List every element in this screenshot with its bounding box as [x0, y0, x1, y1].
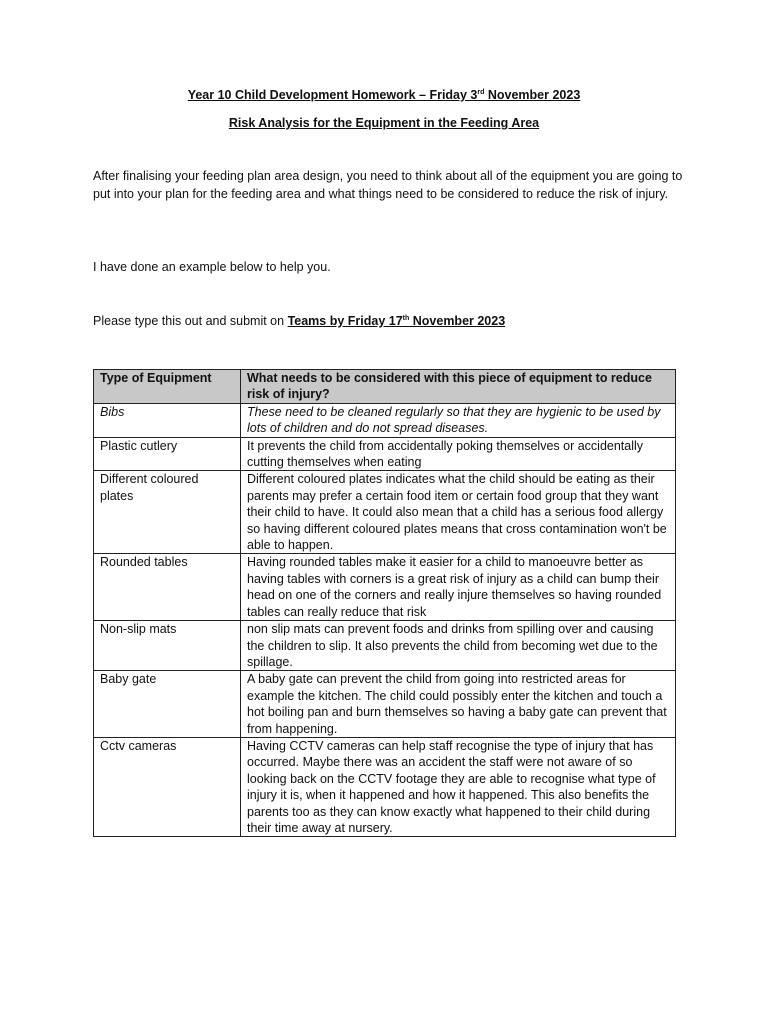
intro-paragraph: After finalising your feeding plan area design, you need to think about all of the equipment you are going to put into your plan for the feeding area and what things need to be considered to reduce the risk of injury. — [93, 169, 683, 201]
equipment-cell: Rounded tables — [94, 554, 241, 621]
table-row — [94, 471, 676, 554]
page-title: Year 10 Child Development Homework – Friday 3rd November 2023 — [187, 88, 581, 102]
equipment-cell: Baby gate — [94, 671, 241, 738]
consideration-cell: These need to be cleaned regularly so that they are hygienic to be used by lots of children and do not spread diseases. — [241, 403, 676, 437]
equipment-cell: Cctv cameras — [94, 737, 241, 836]
submission-instruction: Please type this out and submit on Teams by Friday 17th November 2023 — [93, 314, 506, 328]
consideration-cell: A baby gate can prevent the child from going into restricted areas for example the kitchen. The child could possibly enter the kitchen and touch a hot boiling pan and burn themselves so having a baby gate can prevent that from happening. — [241, 671, 676, 738]
submission-deadline: Teams by Friday 17th November 2023 — [287, 314, 506, 328]
equipment-cell: Different coloured plates — [94, 471, 241, 554]
table-row — [94, 554, 676, 621]
table-header-row — [94, 370, 676, 404]
example-note: I have done an example below to help you. — [93, 260, 331, 274]
column-header-equipment: Type of Equipment — [94, 370, 241, 404]
consideration-cell: It prevents the child from accidentally poking themselves or accidentally cutting themselves when eating — [241, 437, 676, 471]
table-row — [94, 737, 676, 836]
page-subtitle: Risk Analysis for the Equipment in the Feeding Area — [228, 116, 540, 130]
title-superscript: rd — [477, 89, 485, 96]
consideration-cell: non slip mats can prevent foods and drinks from spilling over and causing the children to slip. It also prevents the child from becoming wet due to the spillage. — [241, 621, 676, 671]
column-header-considerations: What needs to be considered with this piece of equipment to reduce risk of injury? — [241, 370, 676, 404]
table-row — [94, 403, 676, 437]
consideration-cell: Different coloured plates indicates what the child should be eating as their parents may prefer a certain food item or certain food group that they want their child to have. It could also mean that a child has a serious food allergy so having different coloured plates means that cross contamination won't be able to happen. — [241, 471, 676, 554]
table-row — [94, 671, 676, 738]
consideration-cell: Having CCTV cameras can help staff recognise the type of injury that has occurred. Maybe there was an accident the staff were not aware of so looking back on the CCTV footage they are able to recognise what type of injury it is, when it happened and how it happened. This also benefits the parents too as they can know exactly what happened to their child during their time away at nursery. — [241, 737, 676, 836]
table-row — [94, 437, 676, 471]
equipment-cell: Non-slip mats — [94, 621, 241, 671]
equipment-cell: Bibs — [94, 403, 241, 437]
equipment-cell: Plastic cutlery — [94, 437, 241, 471]
consideration-cell: Having rounded tables make it easier for a child to manoeuvre better as having tables with corners is a great risk of injury as a child can bump their head on one of the corners and really injure themselves so having rounded tables can really reduce that risk — [241, 554, 676, 621]
risk-analysis-table — [93, 369, 676, 837]
table-row — [94, 621, 676, 671]
